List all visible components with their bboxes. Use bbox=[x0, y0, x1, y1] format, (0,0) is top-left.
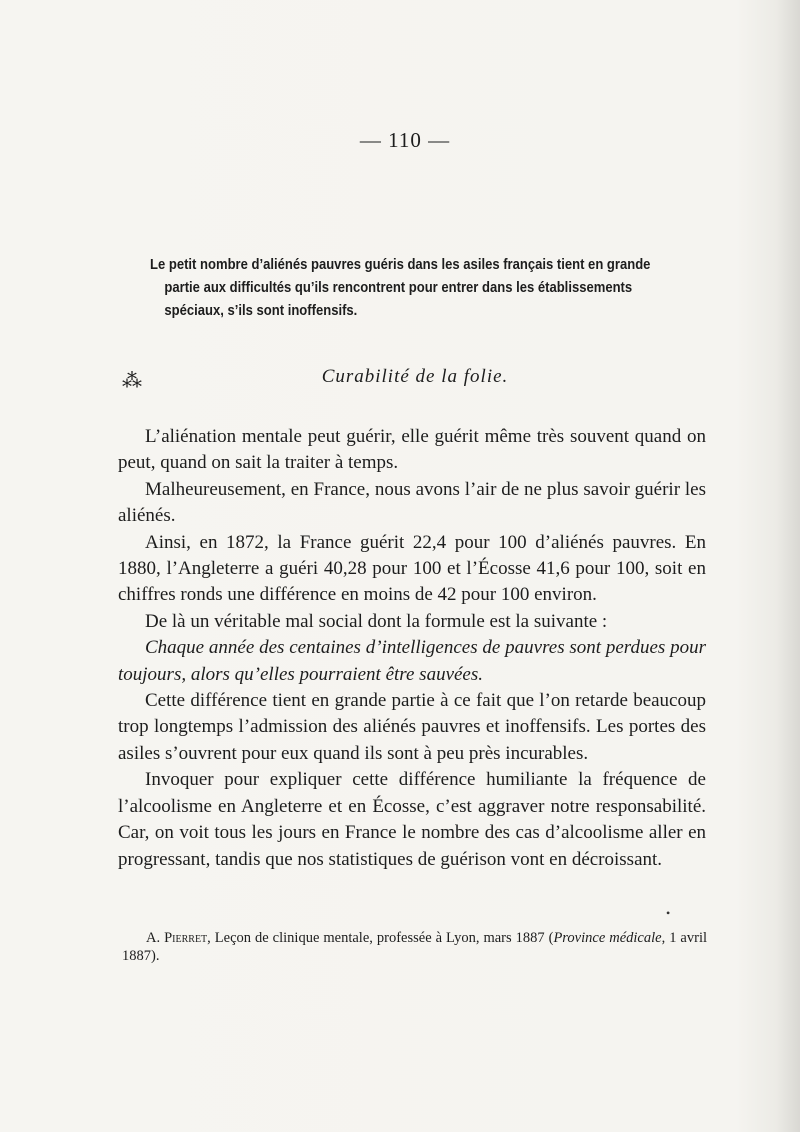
page-number: — 110 — bbox=[359, 128, 451, 152]
paragraph: L’aliénation mentale peut guérir, elle guérit même très souvent quand on peut, quand on sait la traiter à temps. bbox=[118, 426, 706, 474]
italic-paragraph: Chaque année des centaines d’intelligences de pauvres sont perdues pour toujours, alors qu’elles pourraient être sauvées. bbox=[118, 637, 706, 685]
summary-line: partie aux difficultés qu’ils rencontrent pour entrer dans les établissements bbox=[164, 280, 633, 296]
footnote-source: Province médicale bbox=[553, 930, 662, 946]
body-text bbox=[118, 424, 706, 873]
footnote bbox=[122, 929, 707, 965]
summary-line: Le petit nombre d’aliénés pauvres guéris dans les asiles français tient en grande bbox=[150, 257, 651, 273]
footnote-text: , Leçon de clinique mentale, professée à Lyon, mars 1887 ( bbox=[207, 930, 554, 946]
paragraph: Cette différence tient en grande partie à ce fait que l’on retarde beaucoup trop longtemps l’admission des aliénés pauvres et inoffensifs. Les portes des asiles s’ouvrent pour eux quand ils sont à peu près incurables. bbox=[118, 690, 706, 764]
footnote-author: Pierret bbox=[164, 930, 208, 946]
footnote-date: , 1 avril 1887). bbox=[122, 930, 708, 964]
footnote-initial: A. bbox=[146, 930, 161, 946]
ink-speck: • bbox=[666, 906, 671, 920]
summary-block bbox=[150, 254, 676, 323]
paragraph: De là un véritable mal social dont la formule est la suivante : bbox=[145, 610, 608, 632]
paragraph: Malheureusement, en France, nous avons l’air de ne plus savoir guérir les aliénés. bbox=[118, 478, 706, 527]
section-title: Curabilité de la folie. bbox=[321, 366, 509, 387]
asterism-ornament: ⁂ bbox=[122, 370, 142, 392]
summary-line: spéciaux, s’ils sont inoffensifs. bbox=[164, 303, 358, 319]
paragraph: Invoquer pour expliquer cette différence humiliante la fréquence de l’alcoolisme en Angleterre et en Écosse, c’est aggraver notre responsabilité. Car, on voit tous les jours en France le nombre des cas d’alcoolisme aller en progressant, tandis que nos statistiques de guérison vont en décroissant. bbox=[118, 769, 706, 870]
paragraph: Ainsi, en 1872, la France guérit 22,4 pour 100 d’aliénés pauvres. En 1880, l’Angleterre a guéri 40,28 pour 100 et l’Écosse 41,6 pour 100, soit en chiffres ronds une différence en moins de 42 pour 100 environ. bbox=[118, 531, 706, 606]
